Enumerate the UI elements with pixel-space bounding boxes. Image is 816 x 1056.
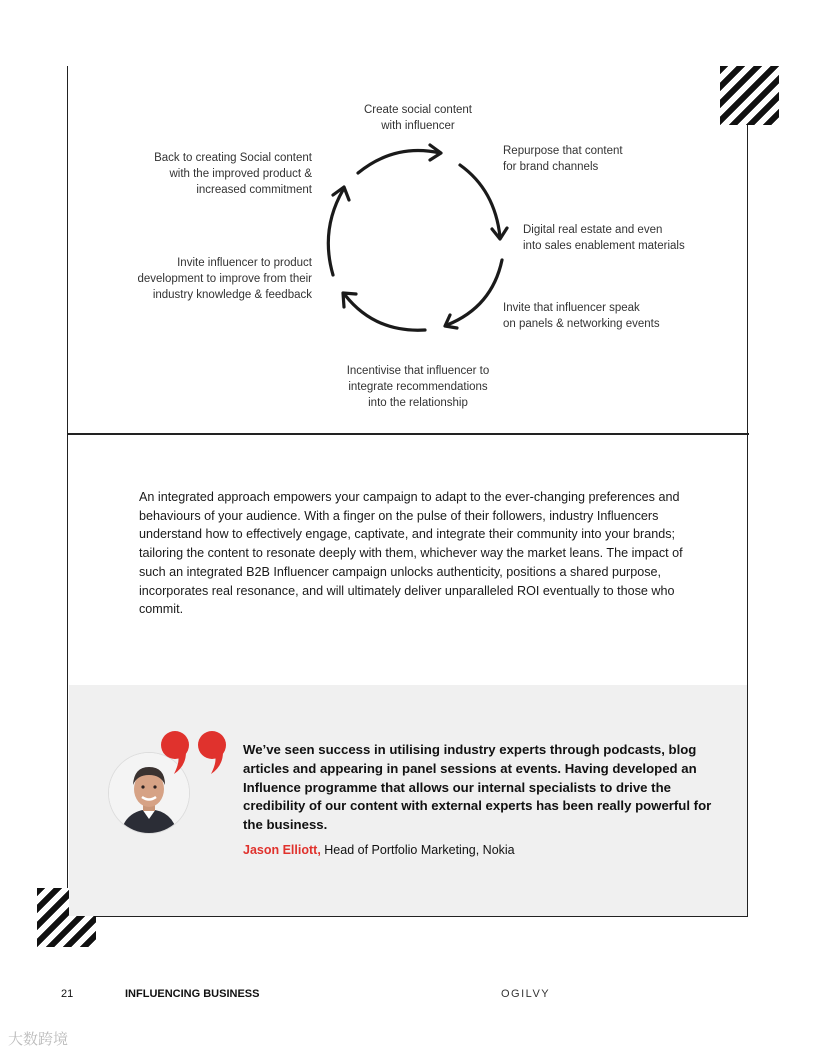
cycle-arrow-5	[328, 190, 343, 275]
cycle-arrow-1	[358, 151, 440, 174]
section-title: INFLUENCING BUSINESS	[125, 988, 260, 1000]
body-paragraph: An integrated approach empowers your campaign to adapt to the ever-changing preferences and behaviours of your audience. With a finger on the pulse of their followers, industry Influencers understand how to effectively engage, captivate, and integrate their community into your brands; tailoring the content to resonate deeply with them, whichever way the market leans. The impact of such an integrated B2B Influencer campaign unlocks authenticity, positions a shared purpose, incorporates real resonance, and will ultimately deliver unparalleled ROI eventually to those who commit.	[139, 490, 683, 617]
testimonial-quote: We’ve seen success in utilising industry experts through podcasts, blog articles and appearing in panel sessions at events. Having developed an Influence programme that allows our internal specialists to drive the credibility of our content with external experts has been really powerful for the business.	[243, 742, 712, 833]
cycle-step-digital-real-estate: Digital real estate and even into sales enablement materials	[523, 224, 685, 252]
cycle-step-speak-panels: Invite that influencer speak on panels & networking events	[503, 302, 660, 330]
quote-author-role: Head of Portfolio Marketing, Nokia	[320, 843, 515, 857]
cycle-arrow-2	[460, 165, 500, 237]
watermark: 大数跨境	[8, 1031, 69, 1048]
cycle-arrow-3	[447, 260, 502, 325]
quote-author-name: Jason Elliott,	[243, 843, 321, 857]
cycle-step-repurpose: Repurpose that content for brand channels	[503, 145, 623, 173]
stripe-decoration-top-right	[720, 66, 779, 125]
quote-attribution	[243, 843, 515, 857]
cycle-step-product-development: Invite influencer to product development to improve from their industry knowledge & feedback	[137, 257, 312, 301]
brand-name: OGILVY	[501, 988, 551, 1000]
cycle-arrow-4	[345, 295, 425, 330]
cycle-step-back-to-creating: Back to creating Social content with the improved product & increased commitment	[154, 152, 312, 196]
quote-marks-icon	[158, 728, 230, 776]
cycle-step-create-content: Create social content with influencer	[363, 104, 473, 132]
section-divider	[67, 433, 749, 435]
cycle-step-incentivise: Incentivise that influencer to integrate recommendations into the relationship	[346, 365, 490, 409]
page-number: 21	[61, 988, 74, 1000]
